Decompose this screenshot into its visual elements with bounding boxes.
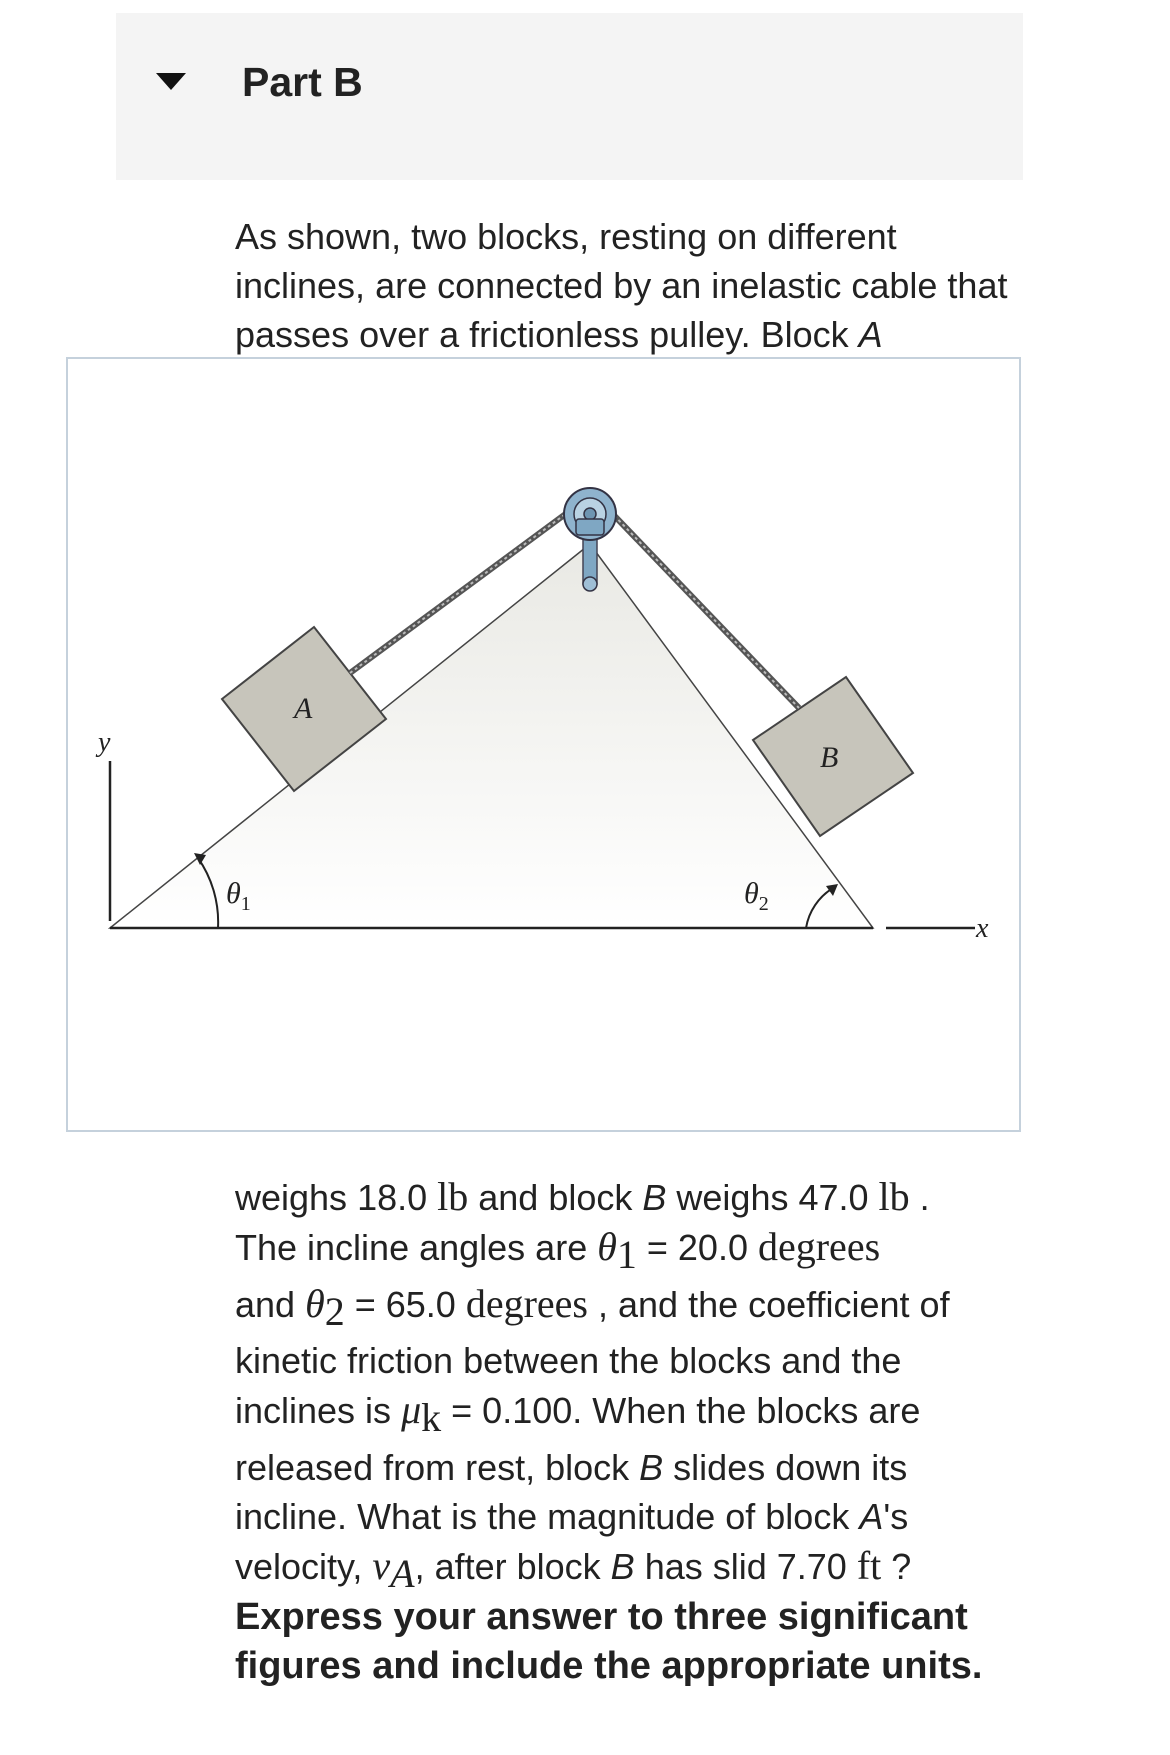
problem-text-body: weighs 18.0 lb and block B weighs 47.0 lb . The incline angles are $\theta_1 = 20.0$ degrees and $\theta_2 = 65.0$ degrees , and the coefficient of kinetic friction between the blocks and the inclines is $\mu_k = 0.100$. When the blocks are released from rest, block B slides down its incline. What is the magnitude of block A's velocity, $v_A$, after block B has slid 7.70 ft ? xyxy=(235,1174,950,1596)
block-a-label: A xyxy=(294,692,313,725)
block-b-label: B xyxy=(820,741,839,774)
problem-text-intro: As shown, two blocks, resting on different inclines, are connected by an inelastic cable that passes over a frictionless pulley. Block A xyxy=(235,216,1008,355)
part-b-header[interactable] xyxy=(116,13,1023,180)
figure-diagram xyxy=(68,359,1023,1134)
answer-instruction: Express your answer to three significant figures and include the appropriate units. xyxy=(235,1596,983,1687)
part-title: Part B xyxy=(242,59,363,105)
theta1-label: $\theta_1$ xyxy=(226,877,251,915)
collapse-caret-icon[interactable] xyxy=(156,73,186,90)
incline-pulley-figure xyxy=(66,357,1021,1132)
x-axis-label: x xyxy=(976,913,989,944)
theta2-label: $\theta_2$ xyxy=(744,877,769,915)
y-axis-label: y xyxy=(98,727,111,758)
